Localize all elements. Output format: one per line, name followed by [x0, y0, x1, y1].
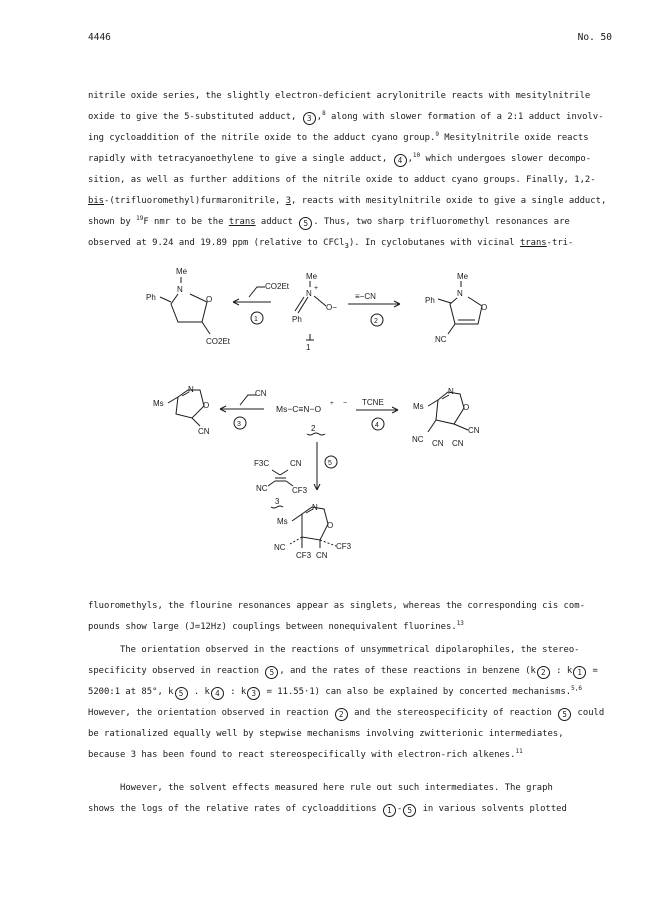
- text-line: oxide to give the 5-substituted adduct, 3 ,$^8$ along with slower formation of a 2:1 adduct involv-: [88, 110, 604, 123]
- svg-text:N: N: [448, 387, 454, 396]
- paragraph-3: [88, 640, 620, 766]
- text-line: observed at 9.24 and 19.89 ppm (relative to CFCl$_3$). In cyclobutanes with vicinal trans-tri-: [88, 238, 574, 250]
- svg-text:N: N: [177, 285, 183, 294]
- nitrone-1: [292, 272, 337, 352]
- svg-text:−: −: [343, 400, 348, 407]
- reaction-circle: 5: [299, 217, 312, 230]
- svg-text:3: 3: [275, 497, 280, 506]
- svg-text:2: 2: [311, 424, 316, 433]
- product-4: [412, 387, 480, 448]
- reaction-circle: 4: [211, 687, 224, 700]
- svg-text:1: 1: [254, 316, 258, 323]
- svg-text:CO2Et: CO2Et: [206, 337, 231, 346]
- svg-text:Ms: Ms: [277, 517, 288, 526]
- svg-text:3: 3: [237, 421, 241, 428]
- svg-text:2: 2: [374, 318, 378, 325]
- text-line: be rationalized equally well by stepwise mechanisms involving zwitterionic intermediates,: [88, 729, 564, 739]
- svg-text:N: N: [312, 503, 318, 512]
- svg-text:Ph: Ph: [146, 293, 156, 302]
- reaction-2: [348, 292, 400, 326]
- text-line: shown by $^{19}$F nmr to be the trans adduct 5 . Thus, two sharp trifluoromethyl resonances are: [88, 215, 570, 228]
- reaction-4: [356, 398, 398, 430]
- text-line: specificity observed in reaction 5 , and the rates of these reactions in benzene (k 2 : k 1 =: [88, 666, 598, 677]
- svg-text:Me: Me: [176, 267, 188, 276]
- text-line: shows the logs of the relative rates of cycloadditions 1 - 5 in various solvents plotted: [88, 804, 567, 815]
- reaction-circle: 5: [175, 687, 188, 700]
- svg-text:O: O: [327, 521, 334, 530]
- reaction-circle: 2: [537, 666, 550, 679]
- text-line: bis-(trifluoromethyl)furmaronitrile, 3, reacts with mesitylnitrile oxide to give a single adduct,: [88, 196, 607, 206]
- svg-text:Me: Me: [306, 272, 318, 281]
- reaction-circle: 4: [394, 154, 407, 167]
- svg-text:N: N: [457, 289, 463, 298]
- svg-text:1: 1: [306, 343, 311, 352]
- svg-text:≡−CN: ≡−CN: [355, 292, 376, 301]
- text-line: However, the orientation observed in reaction 2 and the stereospecificity of reaction 5 could: [88, 708, 605, 719]
- svg-text:O: O: [203, 401, 210, 410]
- text-line: because 3 has been found to react stereospecifically with electron-rich alkenes.$^{11}$: [88, 748, 523, 760]
- svg-text:CO2Et: CO2Et: [265, 282, 290, 291]
- text-line: ing cycloaddition of the nitrile oxide to the adduct cyano group.$^9$ Mesitylnitrile oxide reacts: [88, 131, 589, 143]
- svg-text:TCNE: TCNE: [362, 398, 384, 407]
- svg-text:CN: CN: [290, 459, 302, 468]
- text-line: pounds show large (J=12Hz) couplings between nonequivalent fluorines.$^{13}$: [88, 620, 464, 632]
- text-line: sition, as well as further additions of the nitrile oxide to adduct cyano groups. Finally, 1,2-: [88, 175, 596, 185]
- svg-text:CN: CN: [316, 551, 328, 560]
- text-line: 5200:1 at 85°, k 5 . k 4 : k 3 = 11.55·1) can also be explained by concerted mechanisms.$^{5,6}$: [88, 685, 582, 698]
- svg-text:Ms: Ms: [413, 402, 424, 411]
- svg-text:+: +: [314, 285, 319, 292]
- svg-text:Ms−C≡N−O: Ms−C≡N−O: [276, 404, 322, 414]
- svg-text:O: O: [481, 303, 488, 312]
- product-2: [425, 272, 487, 344]
- svg-text:5: 5: [328, 460, 332, 467]
- svg-text:CN: CN: [432, 439, 444, 448]
- svg-text:Ms: Ms: [153, 399, 164, 408]
- reaction-5: [314, 442, 337, 490]
- svg-text:Ph: Ph: [425, 296, 435, 305]
- svg-text:Me: Me: [457, 272, 469, 281]
- svg-text:F3C: F3C: [254, 459, 270, 468]
- reaction-circle: 3: [303, 112, 316, 125]
- svg-text:CN: CN: [198, 427, 210, 436]
- svg-text:O−: O−: [326, 303, 337, 312]
- reaction-circle: 5: [403, 804, 416, 817]
- issue-number: No. 50: [577, 32, 612, 43]
- svg-text:CF3: CF3: [296, 551, 312, 560]
- svg-text:+: +: [330, 400, 334, 407]
- svg-text:NC: NC: [274, 543, 286, 552]
- reaction-circle: 3: [247, 687, 260, 700]
- page-number: 4446: [88, 32, 111, 43]
- text-line: rapidly with tetracyanoethylene to give a single adduct, 4 ,$^{10}$ which undergoes slower decompo-: [88, 152, 592, 165]
- reagent-3: [254, 459, 308, 508]
- svg-text:NC: NC: [435, 335, 447, 344]
- svg-text:NC: NC: [412, 435, 424, 444]
- text-line: nitrile oxide series, the slightly electron-deficient acrylonitrile reacts with mesitylnitrile: [88, 91, 591, 101]
- product-5: [274, 503, 352, 560]
- text-line: However, the solvent effects measured here rule out such intermediates. The graph: [120, 783, 553, 793]
- paragraph-4: [88, 778, 620, 820]
- reaction-circle: 5: [265, 666, 278, 679]
- svg-text:CF3: CF3: [336, 542, 352, 551]
- svg-text:N: N: [306, 289, 312, 298]
- svg-text:NC: NC: [256, 484, 268, 493]
- reaction-circle: 1: [383, 804, 396, 817]
- reaction-circle: 2: [335, 708, 348, 721]
- product-3: [153, 385, 210, 436]
- text-line: fluoromethyls, the flourine resonances appear as singlets, whereas the corresponding cis com-: [88, 601, 585, 611]
- svg-text:CN: CN: [452, 439, 464, 448]
- reaction-3: [220, 389, 267, 429]
- reaction-circle: 1: [573, 666, 586, 679]
- svg-text:Ph: Ph: [292, 315, 302, 324]
- svg-text:N: N: [188, 385, 194, 394]
- product-1: [146, 267, 231, 346]
- paragraph-2: [88, 596, 620, 638]
- svg-text:O: O: [206, 295, 213, 304]
- nitrile-oxide-2: [276, 400, 347, 435]
- svg-text:O: O: [463, 403, 470, 412]
- svg-text:CN: CN: [255, 389, 267, 398]
- text-line: The orientation observed in the reactions of unsymmetrical dipolarophiles, the stereo-: [120, 645, 580, 655]
- reaction-circle: 5: [558, 708, 571, 721]
- svg-text:4: 4: [375, 422, 379, 429]
- svg-text:CN: CN: [468, 426, 480, 435]
- reaction-1: [233, 282, 290, 324]
- svg-text:CF3: CF3: [292, 486, 308, 495]
